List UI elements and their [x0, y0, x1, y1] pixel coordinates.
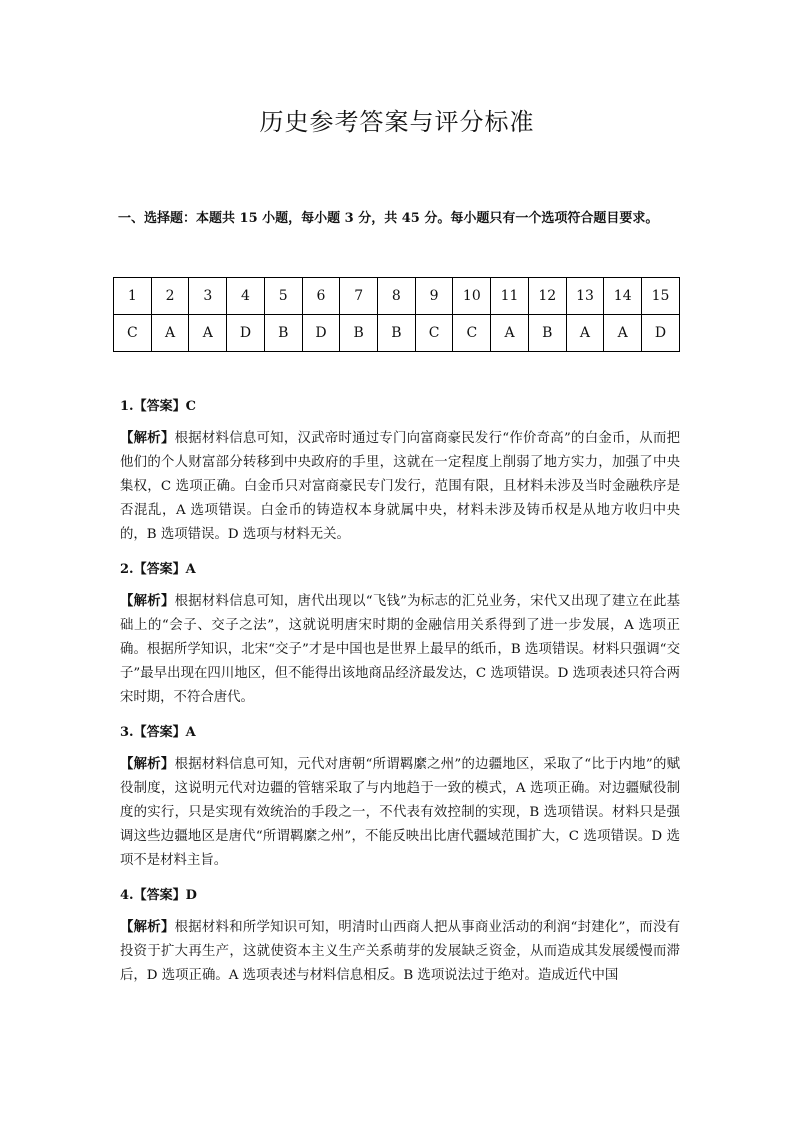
answer-heading: 3.【答案】A	[120, 725, 196, 740]
answer-cell: B	[528, 315, 566, 352]
question-number-cell: 7	[340, 278, 378, 315]
page-title: 历史参考答案与评分标准	[259, 108, 535, 136]
explanation-text: 根据材料和所学知识可知，明清时山西商人把从事商业活动的利润“封建化”，而没有投资于扩大再生产，这就使资本主义生产关系萌芽的发展缺乏资金，从而造成其发展缓慢而滞后，D 选项正确。A 选项表述与材料信息相反。B 选项说法过于绝对。造成近代中国	[120, 920, 680, 983]
explanation-paragraph	[120, 752, 680, 873]
question-number-cell: 13	[566, 278, 604, 315]
explanations	[120, 394, 680, 998]
answer-cell: A	[189, 315, 227, 352]
explanation-label: 【解析】	[120, 593, 175, 609]
answer-cell: A	[151, 315, 189, 352]
explanation-label: 【解析】	[120, 430, 175, 446]
answer-cell: C	[453, 315, 491, 352]
answer-cell: C	[415, 315, 453, 352]
explanation-paragraph	[120, 589, 680, 710]
explanation-label: 【解析】	[120, 756, 175, 772]
answer-cell: D	[302, 315, 340, 352]
question-number-cell: 4	[227, 278, 265, 315]
answer-cell: A	[491, 315, 529, 352]
question-number-cell: 9	[415, 278, 453, 315]
answer-heading: 2.【答案】A	[120, 562, 196, 577]
question-number-cell: 5	[264, 278, 302, 315]
question-block-4	[120, 883, 680, 988]
explanation-text: 根据材料信息可知，汉武帝时通过专门向富商豪民发行“作价奇高”的白金币，从而把他们的个人财富部分转移到中央政府的手里，这就在一定程度上削弱了地方实力，加强了中央集权，C 选项正确。白金币只对富商豪民专门发行，范围有限，且材料未涉及当时金融秩序是否混乱，A 选项错误。白金币的铸造权本身就属中央，材料未涉及铸币权是从地方收归中央的，B 选项错误。D 选项与材料无关。	[120, 431, 680, 542]
explanation-text: 根据材料信息可知，元代对唐朝“所谓羁縻之州”的边疆地区，采取了“比于内地”的赋役制度，这说明元代对边疆的管辖采取了与内地趋于一致的模式，A 选项正确。对边疆赋役制度的实行，只是实现有效统治的手段之一，不代表有效控制的实现，B 选项错误。材料只是强调这些边疆地区是唐代“所谓羁縻之州”，不能反映出比唐代疆域范围扩大，C 选项错误。D 选项不是材料主旨。	[120, 757, 681, 868]
section-heading-choice: 一、选择题：本题共 15 小题，每小题 3 分，共 45 分。每小题只有一个选项符合题目要求。	[118, 211, 659, 226]
answer-cell: C	[114, 315, 152, 352]
answer-table	[113, 277, 680, 352]
answer-cell: D	[227, 315, 265, 352]
answer-heading: 1.【答案】C	[120, 399, 196, 414]
question-number-cell: 1	[114, 278, 152, 315]
answer-cell: B	[340, 315, 378, 352]
answer-cell: A	[604, 315, 642, 352]
explanation-paragraph	[120, 915, 680, 988]
question-number-cell: 10	[453, 278, 491, 315]
question-block-2	[120, 557, 680, 710]
explanation-text: 根据材料信息可知，唐代出现以“飞钱”为标志的汇兑业务，宋代又出现了建立在此基础上的“会子、交子之法”，这就说明唐宋时期的金融信用关系得到了进一步发展，A 选项正确。根据所学知识，北宋“交子”才是中国也是世界上最早的纸币，B 选项错误。材料只强调“交子”最早出现在四川地区，但不能得出该地商品经济最发达，C 选项错误。D 选项表述只符合两宋时期，不符合唐代。	[120, 594, 680, 705]
answer-cell: B	[378, 315, 416, 352]
question-number-cell: 14	[604, 278, 642, 315]
answer-heading: 4.【答案】D	[120, 888, 197, 903]
answer-table-answer-row	[114, 315, 680, 352]
answer-cell: D	[642, 315, 680, 352]
answer-cell: B	[264, 315, 302, 352]
question-number-cell: 12	[528, 278, 566, 315]
question-number-cell: 15	[642, 278, 680, 315]
question-number-cell: 11	[491, 278, 529, 315]
explanation-label: 【解析】	[120, 919, 175, 935]
question-number-cell: 8	[378, 278, 416, 315]
question-number-cell: 2	[151, 278, 189, 315]
question-number-cell: 6	[302, 278, 340, 315]
answer-cell: A	[566, 315, 604, 352]
question-block-3	[120, 720, 680, 873]
question-number-cell: 3	[189, 278, 227, 315]
question-block-1	[120, 394, 680, 547]
explanation-paragraph	[120, 426, 680, 547]
answer-table-number-row	[114, 278, 680, 315]
